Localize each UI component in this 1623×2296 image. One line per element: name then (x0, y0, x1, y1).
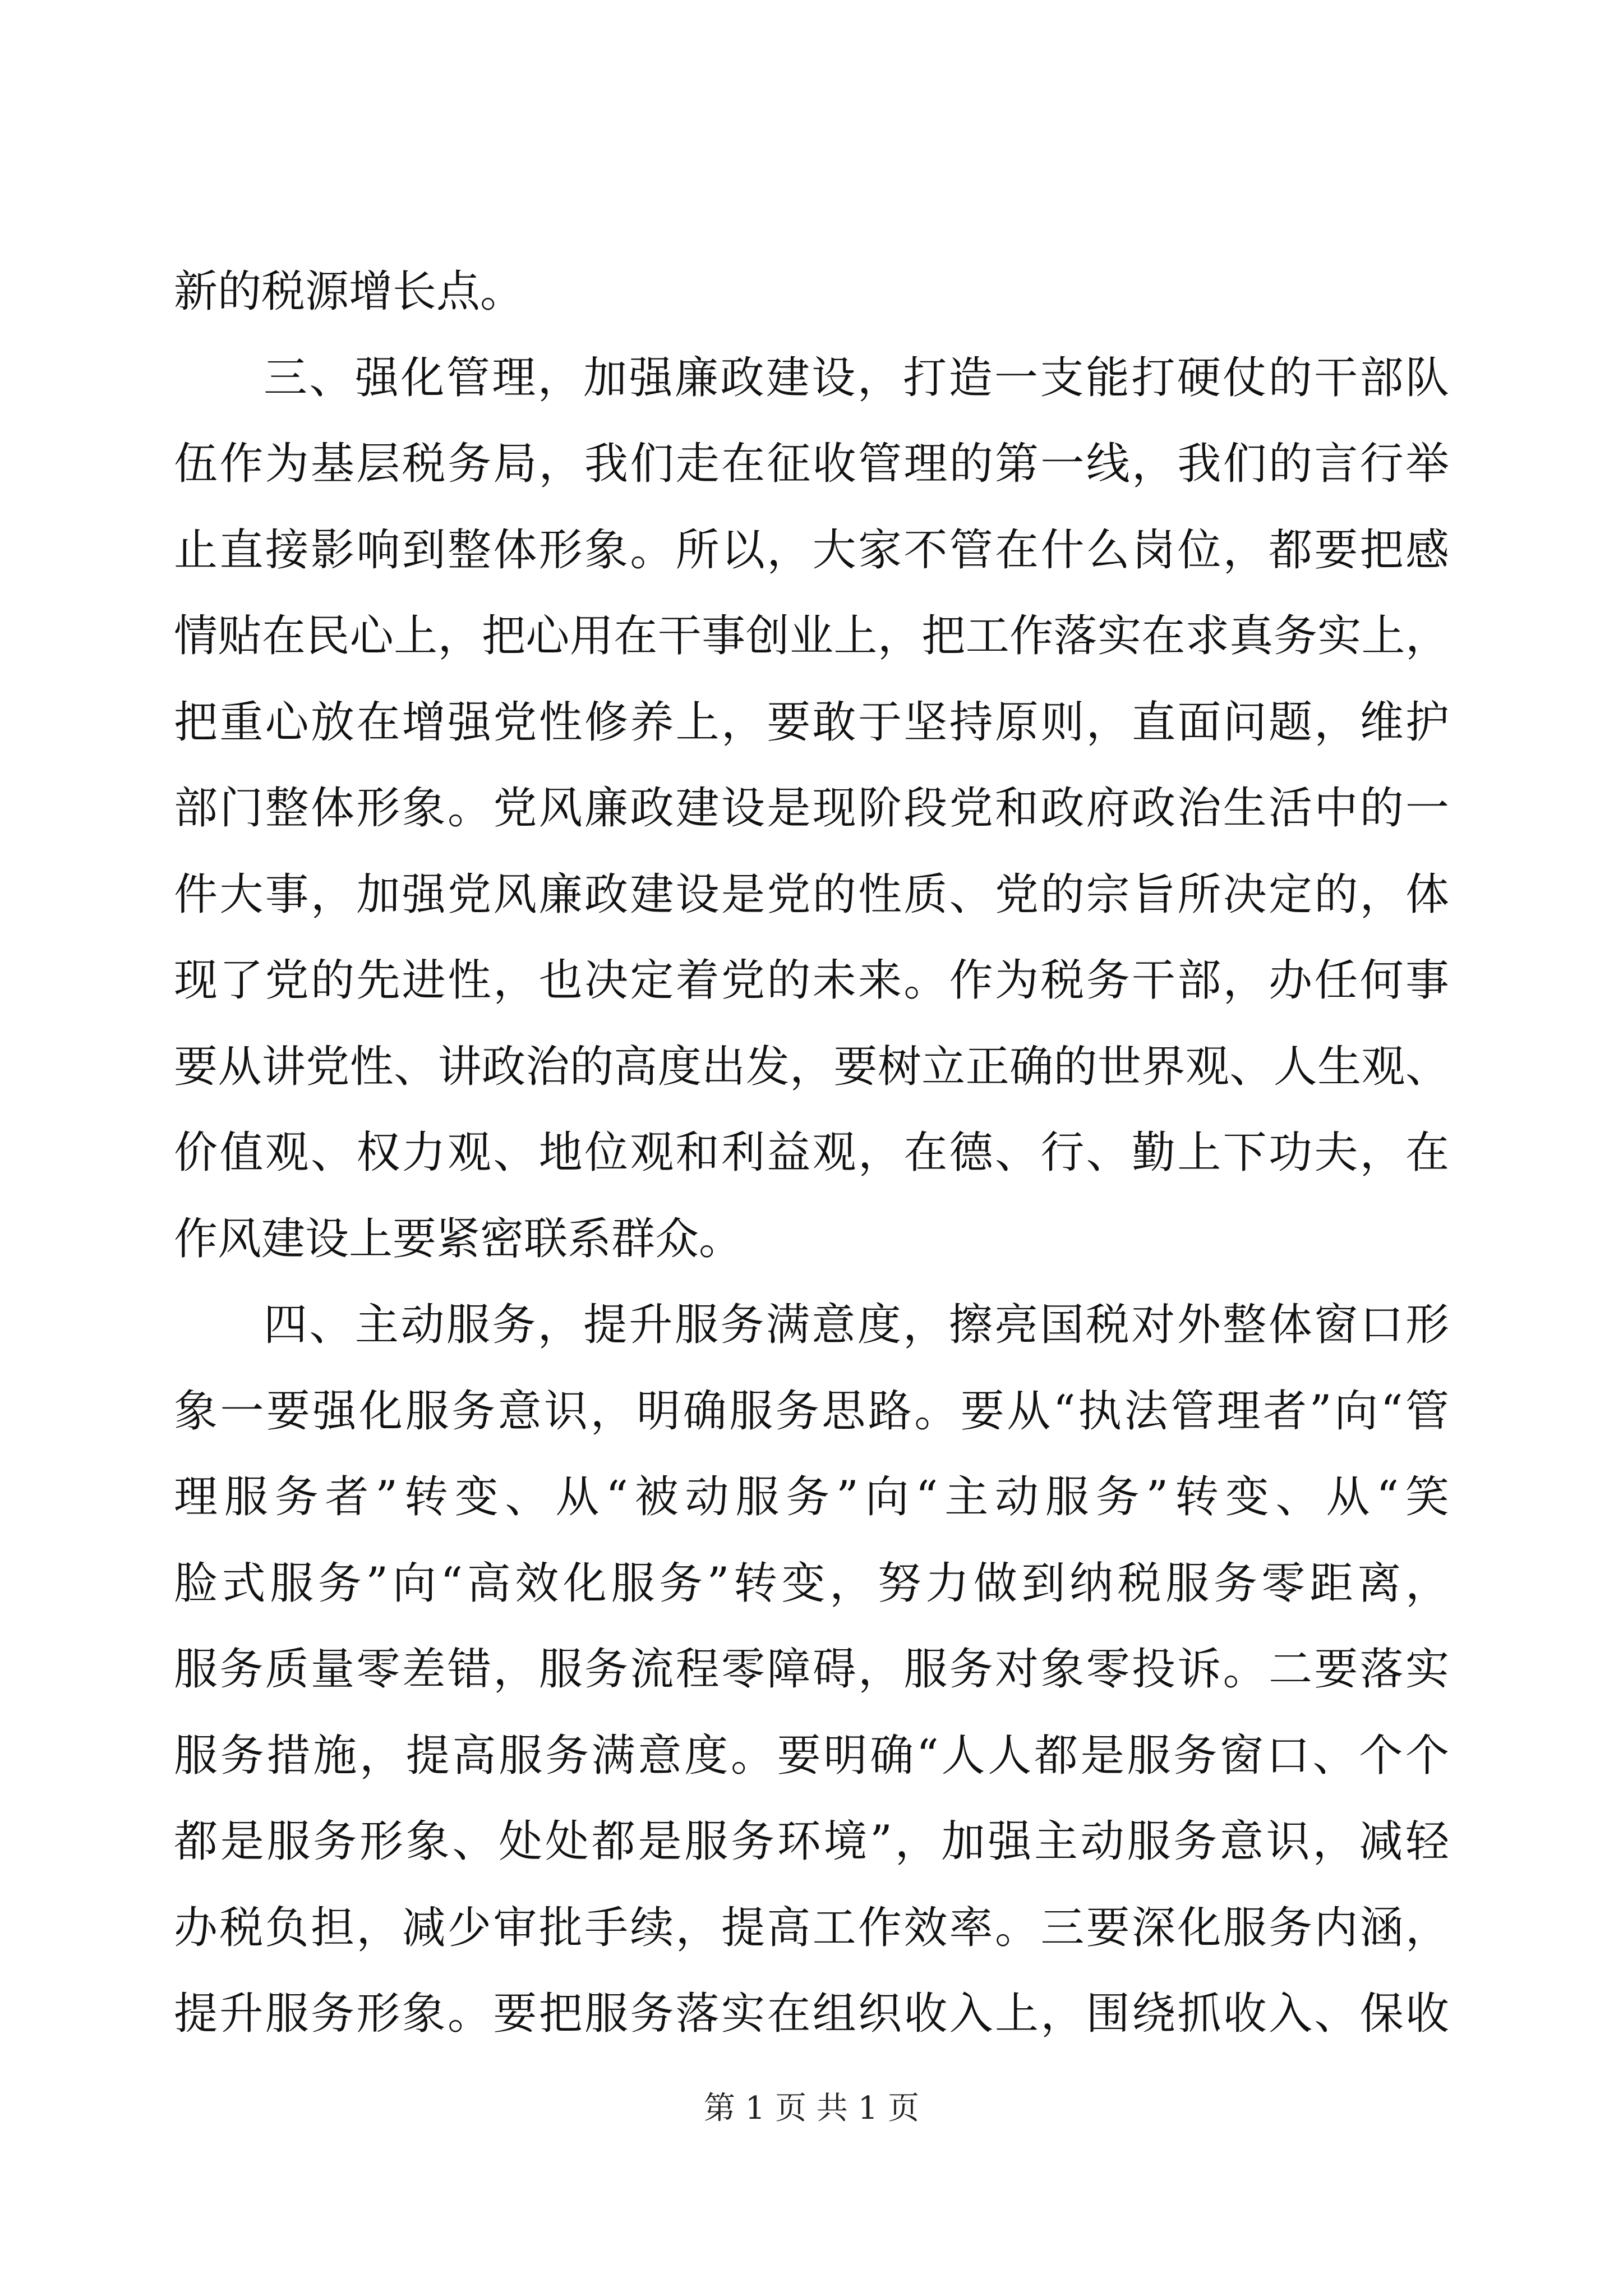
section-heading-line: 四、主动服务，提升服务满意度，擦亮国税对外整体窗口形 (264, 1300, 1449, 1350)
text-line: 理服务者”转变、从“被动服务”向“主动服务”转变、从“笑 (174, 1472, 1449, 1522)
page-number-label: 第 1 页 共 1 页 (703, 2090, 920, 2127)
text-line: 作风建设上要紧密联系群众。 (174, 1214, 743, 1264)
text-line: 部门整体形象。党风廉政建设是现阶段党和政府政治生活中的一 (174, 783, 1449, 834)
text-line: 象一要强化服务意识，明确服务思路。要从“执法管理者”向“管 (174, 1386, 1449, 1437)
section-heading-line: 三、强化管理，加强廉政建设，打造一支能打硬仗的干部队 (264, 353, 1449, 403)
page-footer (0, 2083, 1623, 2134)
text-line: 服务质量零差错，服务流程零障碍，服务对象零投诉。二要落实 (174, 1644, 1449, 1695)
text-line: 新的税源增长点。 (174, 266, 524, 317)
text-line: 办税负担，减少审批手续，提高工作效率。三要深化服务内涵， (174, 1903, 1449, 1953)
text-line: 要从讲党性、讲政治的高度出发，要树立正确的世界观、人生观、 (174, 1042, 1449, 1092)
text-line: 服务措施，提高服务满意度。要明确“人人都是服务窗口、个个 (174, 1731, 1449, 1781)
text-line: 止直接影响到整体形象。所以，大家不管在什么岗位，都要把感 (174, 525, 1449, 576)
text-line: 情贴在民心上，把心用在干事创业上，把工作落实在求真务实上， (174, 611, 1449, 661)
text-line: 件大事，加强党风廉政建设是党的性质、党的宗旨所决定的，体 (174, 869, 1449, 920)
text-line: 都是服务形象、处处都是服务环境”，加强主动服务意识，减轻 (174, 1816, 1449, 1867)
text-line: 价值观、权力观、地位观和利益观，在德、行、勤上下功夫，在 (174, 1128, 1449, 1178)
text-line: 现了党的先进性，也决定着党的未来。作为税务干部，办任何事 (174, 955, 1449, 1006)
text-line: 提升服务形象。要把服务落实在组织收入上，围绕抓收入、保收 (174, 1989, 1449, 2039)
text-line: 伍作为基层税务局，我们走在征收管理的第一线，我们的言行举 (174, 439, 1449, 489)
text-line: 把重心放在增强党性修养上，要敢于坚持原则，直面问题，维护 (174, 697, 1449, 748)
text-line: 脸式服务”向“高效化服务”转变，努力做到纳税服务零距离， (174, 1558, 1449, 1609)
